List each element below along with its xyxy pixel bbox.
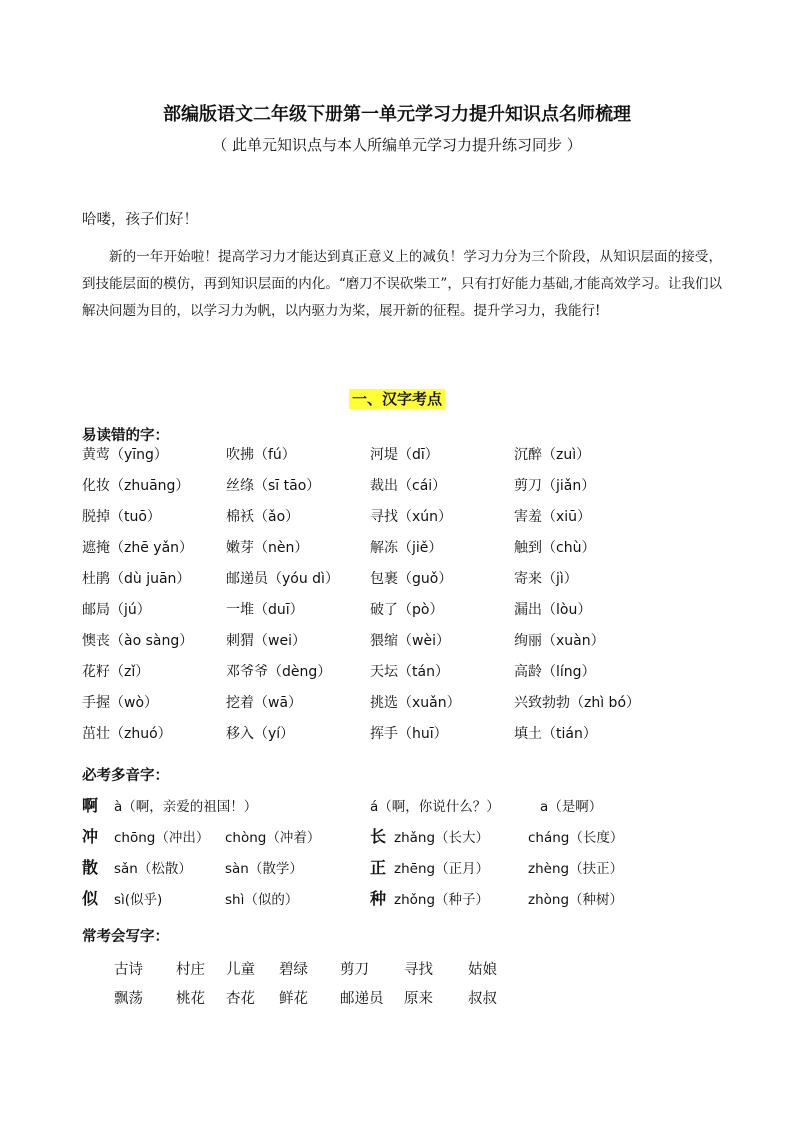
section-heading-text: 一、汉字考点 <box>349 389 445 409</box>
polyphone-reading: shì（似的） <box>225 892 299 908</box>
easy-char-entry: 邓爷爷（dèng） <box>226 664 332 680</box>
easy-char-entry: 猥缩（wèi） <box>370 633 450 649</box>
polyphone-reading: sàn（散学） <box>225 861 303 877</box>
polyphone-heading: 必考多音字： <box>82 768 169 784</box>
polyphone-reading: zhèng（扶正） <box>528 861 624 877</box>
write-char-word: 儿童 <box>226 962 255 978</box>
easy-char-entry: 挖着（wā） <box>226 695 303 711</box>
polyphone-reading: zhǒng（种子） <box>394 892 490 908</box>
easy-char-entry: 花籽（zǐ） <box>82 664 150 680</box>
polyphone-reading: á（啊，你说什么？） <box>370 799 500 815</box>
easy-char-entry: 脱掉（tuō） <box>82 509 161 525</box>
write-char-word: 古诗 <box>114 962 143 978</box>
easy-char-entry: 包裹（guǒ） <box>370 571 453 587</box>
easy-char-entry: 丝绦（sī tāo） <box>226 478 321 494</box>
easy-char-entry: 邮局（jú） <box>82 602 151 618</box>
polyphone-char: 散 <box>82 858 99 877</box>
intro-paragraph: 新的一年开始啦！提高学习力才能达到真正意义上的减负！学习力分为三个阶段，从知识层面的接受，到技能层面的模仿，再到知识层面的内化。“磨刀不误砍柴工”，只有打好能力基础,才能高效学习。让我们以解决问题为目的，以学习力为帆，以内驱力为桨，展开新的征程。提升学习力，我能行! <box>82 249 722 319</box>
easy-char-entry: 黄莺（yīng） <box>82 447 168 463</box>
polyphone-char: 长 <box>370 827 387 846</box>
polyphone-list <box>82 795 742 919</box>
write-char-word: 姑娘 <box>468 962 497 978</box>
easy-chars-row <box>82 506 742 537</box>
polyphone-reading: zhòng（种树） <box>528 892 624 908</box>
easy-chars-row <box>82 537 742 568</box>
easy-char-entry: 河堤（dī） <box>370 447 439 463</box>
easy-char-entry: 破了（pò） <box>370 602 444 618</box>
write-chars-heading: 常考会写字： <box>82 929 169 945</box>
easy-chars-grid <box>82 444 742 754</box>
easy-char-entry: 害羞（xiū） <box>514 509 592 525</box>
easy-chars-row <box>82 444 742 475</box>
greeting-text: 哈喽，孩子们好！ <box>82 212 198 228</box>
polyphone-char: 正 <box>370 858 387 877</box>
polyphone-reading: chōng（冲出） <box>114 830 210 846</box>
polyphone-reading: à（啊，亲爱的祖国！） <box>114 799 258 815</box>
polyphone-reading: chòng（冲着） <box>225 830 321 846</box>
easy-chars-row <box>82 692 742 723</box>
easy-char-entry: 邮递员（yóu dì） <box>226 571 339 587</box>
write-char-word: 桃花 <box>176 991 205 1007</box>
easy-char-entry: 填土（tián） <box>514 726 597 742</box>
easy-char-entry: 寻找（xún） <box>370 509 453 525</box>
write-char-word: 碧绿 <box>279 962 308 978</box>
easy-char-entry: 懊丧（ào sàng） <box>82 633 194 649</box>
easy-char-entry: 嫩芽（nèn） <box>226 540 309 556</box>
write-char-word: 叔叔 <box>468 991 497 1007</box>
polyphone-char: 种 <box>370 889 387 908</box>
easy-chars-row <box>82 475 742 506</box>
easy-char-entry: 化妆（zhuāng） <box>82 478 190 494</box>
easy-char-entry: 兴致勃勃（zhì bó） <box>514 695 641 711</box>
polyphone-reading: cháng（长度） <box>528 830 624 846</box>
write-char-word: 杏花 <box>226 991 255 1007</box>
write-char-word: 鲜花 <box>279 991 308 1007</box>
section-heading <box>0 388 794 409</box>
easy-char-entry: 绚丽（xuàn） <box>514 633 605 649</box>
polyphone-reading: a（是啊） <box>540 799 603 815</box>
easy-char-entry: 棉袄（ǎo） <box>226 509 300 525</box>
polyphone-row <box>82 795 742 826</box>
write-char-word: 村庄 <box>176 962 205 978</box>
polyphone-reading: zhǎng（长大） <box>394 830 490 846</box>
easy-char-entry: 吹拂（fú） <box>226 447 296 463</box>
polyphone-reading: sǎn（松散） <box>114 861 192 877</box>
easy-chars-row <box>82 599 742 630</box>
easy-char-entry: 漏出（lòu） <box>514 602 592 618</box>
polyphone-reading: zhēng（正月） <box>394 861 490 877</box>
polyphone-row <box>82 857 742 888</box>
easy-char-entry: 移入（yí） <box>226 726 295 742</box>
easy-char-entry: 一堆（duī） <box>226 602 304 618</box>
polyphone-char: 冲 <box>82 827 99 846</box>
write-char-word: 寻找 <box>404 962 433 978</box>
easy-char-entry: 杜鹃（dù juān） <box>82 571 191 587</box>
easy-chars-row <box>82 630 742 661</box>
easy-char-entry: 天坛（tán） <box>370 664 449 680</box>
easy-char-entry: 挑选（xuǎn） <box>370 695 461 711</box>
easy-char-entry: 解冻（jiě） <box>370 540 443 556</box>
write-char-word: 剪刀 <box>340 962 369 978</box>
easy-char-entry: 手握（wò） <box>82 695 159 711</box>
easy-char-entry: 裁出（cái） <box>370 478 447 494</box>
easy-chars-row <box>82 661 742 692</box>
write-char-word: 邮递员 <box>340 991 384 1007</box>
easy-chars-row <box>82 568 742 599</box>
easy-char-entry: 刺猬（wei） <box>226 633 306 649</box>
page-title: 部编版语文二年级下册第一单元学习力提升知识点名师梳理 <box>163 104 631 125</box>
polyphone-reading: sì(似乎) <box>114 892 163 908</box>
easy-char-entry: 高龄（líng） <box>514 664 596 680</box>
easy-char-entry: 剪刀（jiǎn） <box>514 478 596 494</box>
polyphone-row <box>82 826 742 857</box>
easy-chars-row <box>82 723 742 754</box>
polyphone-char: 啊 <box>82 796 99 815</box>
polyphone-row <box>82 888 742 919</box>
easy-char-entry: 茁壮（zhuó） <box>82 726 172 742</box>
page-subtitle: （ 此单元知识点与本人所编单元学习力提升练习同步 ） <box>212 136 582 154</box>
polyphone-char: 似 <box>82 889 99 908</box>
easy-char-entry: 沉醉（zuì） <box>514 447 591 463</box>
write-char-word: 原来 <box>404 991 433 1007</box>
easy-char-entry: 挥手（huī） <box>370 726 448 742</box>
easy-chars-heading: 易读错的字： <box>82 428 169 444</box>
easy-char-entry: 寄来（jì） <box>514 571 578 587</box>
easy-char-entry: 触到（chù） <box>514 540 596 556</box>
write-char-word: 飘荡 <box>114 991 143 1007</box>
easy-char-entry: 遮掩（zhē yǎn） <box>82 540 194 556</box>
